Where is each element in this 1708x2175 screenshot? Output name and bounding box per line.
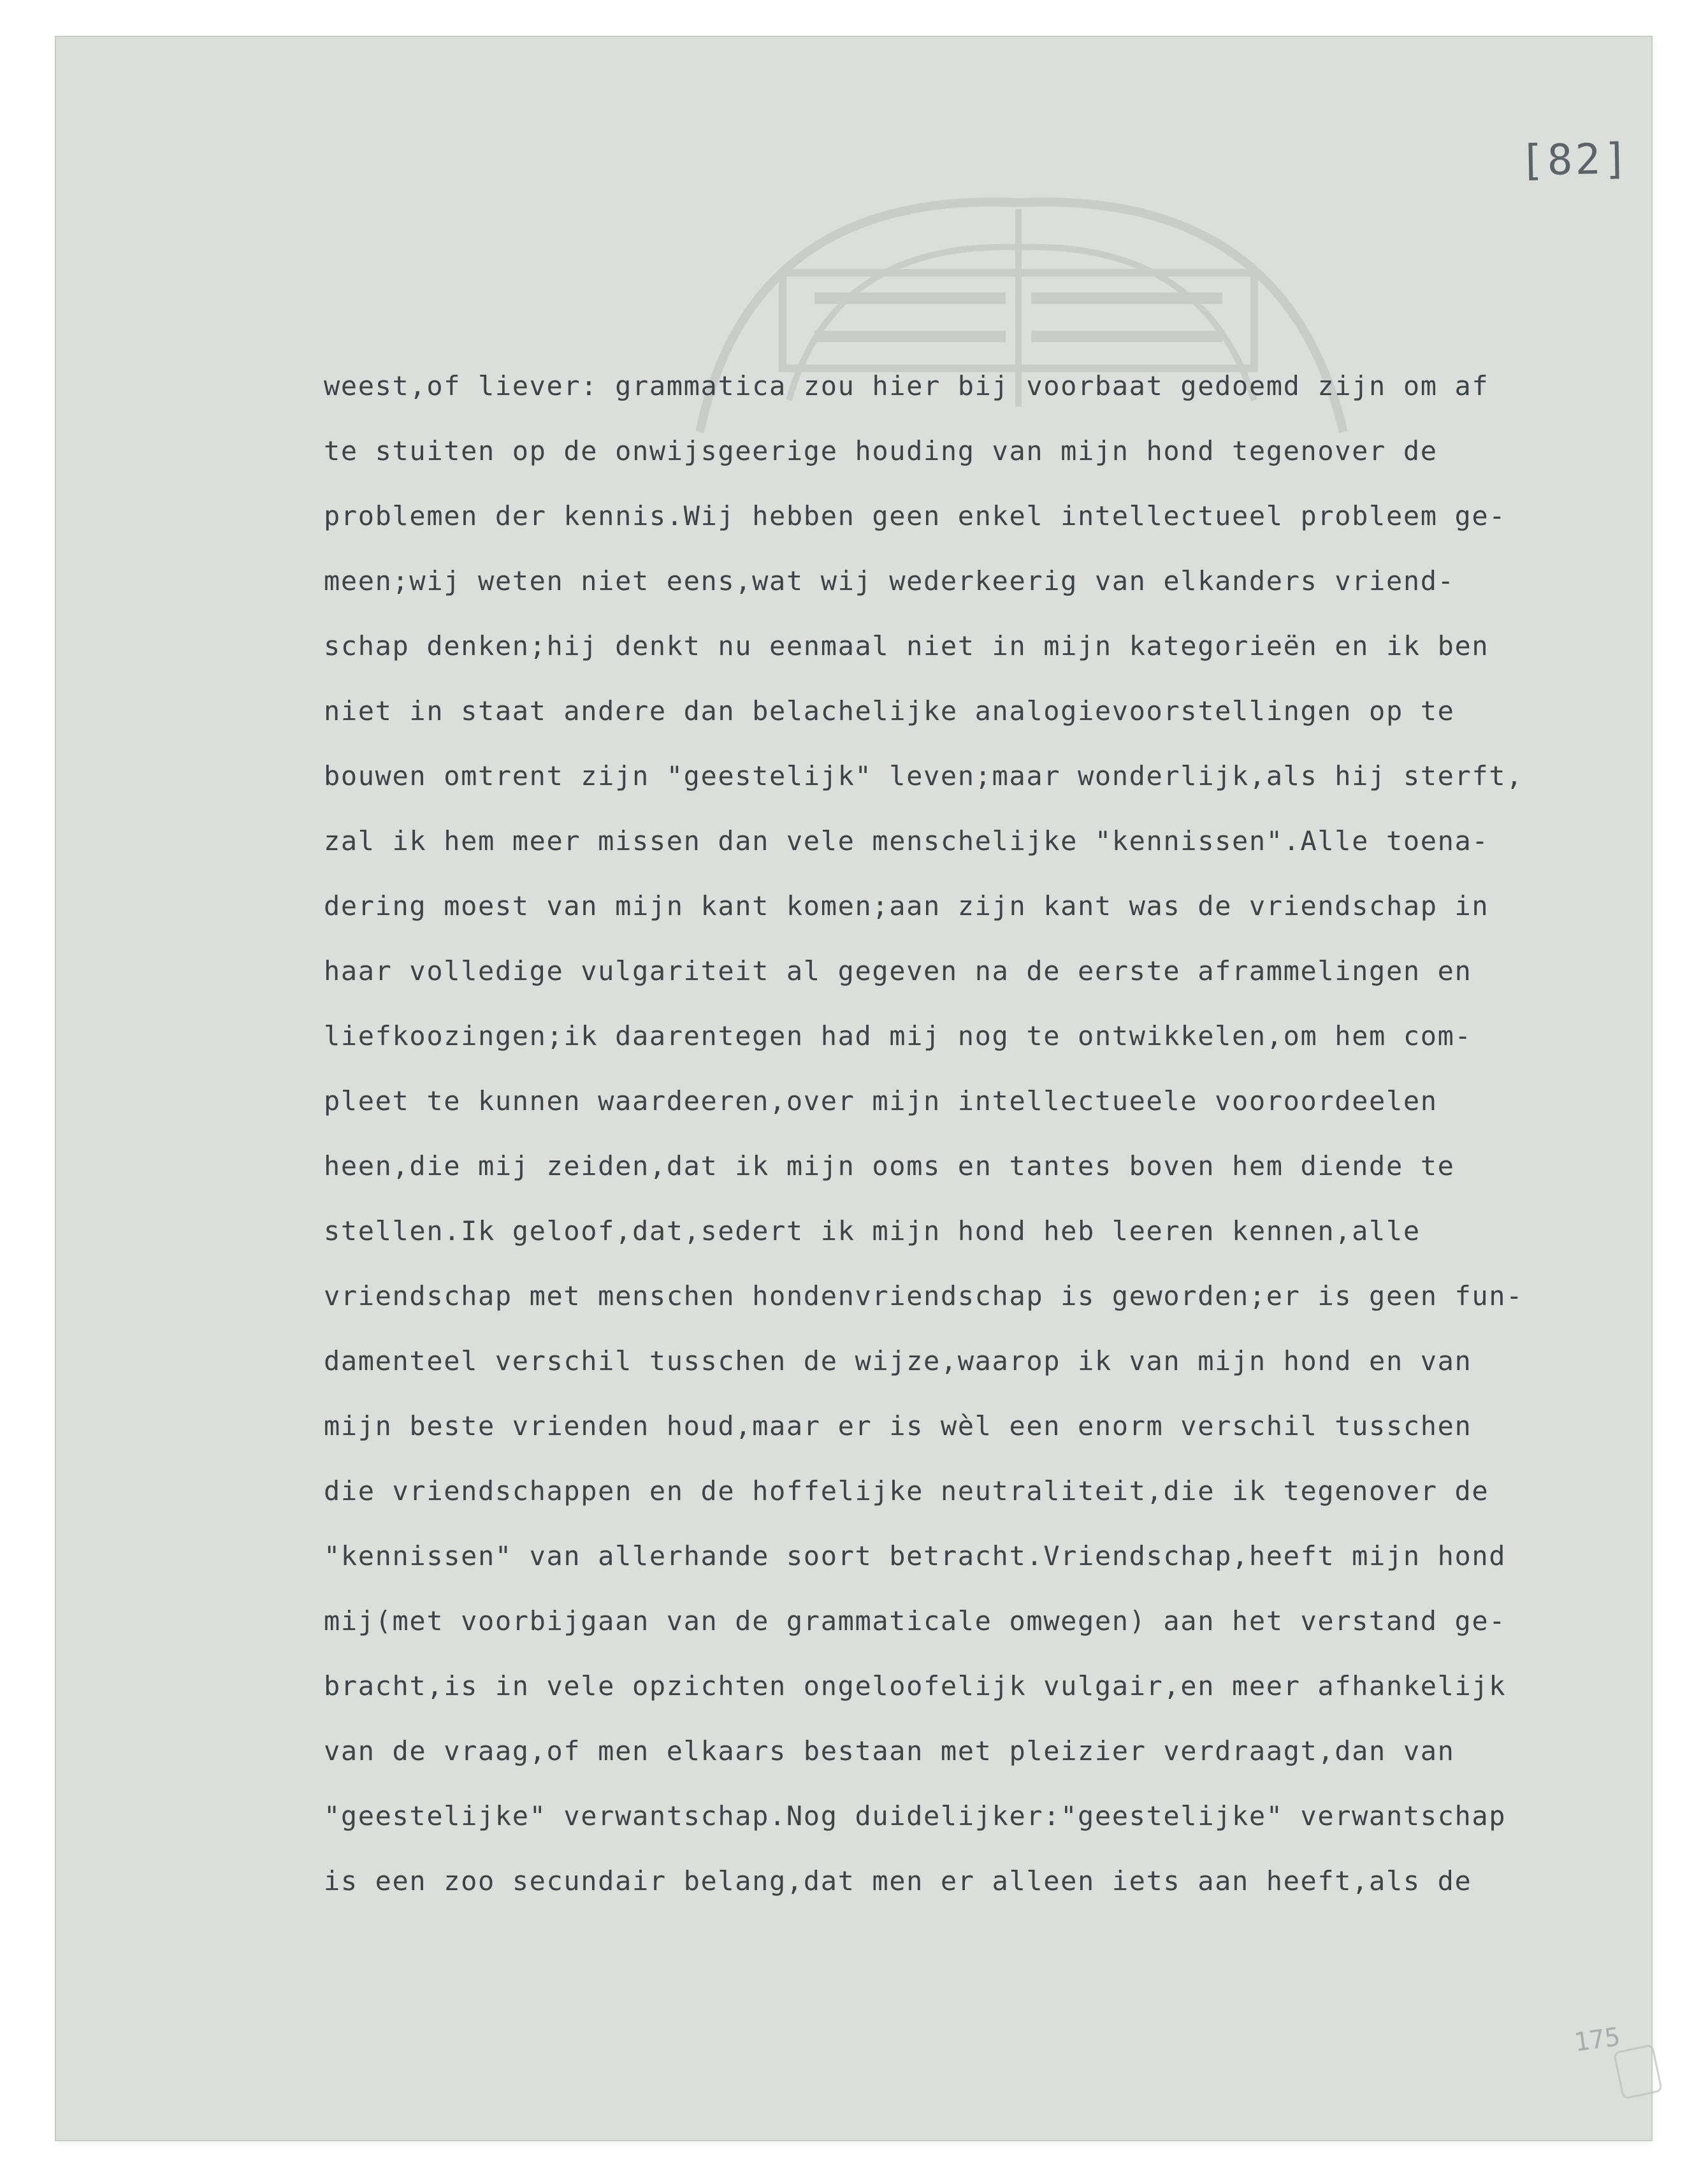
text-line: weest,of liever: grammatica zou hier bij voorbaat gedoemd zijn om af: [324, 370, 1489, 401]
text-line: damenteel verschil tusschen de wijze,waarop ik van mijn hond en van: [324, 1345, 1472, 1377]
text-line: van de vraag,of men elkaars bestaan met pleizier verdraagt,dan van: [324, 1735, 1455, 1767]
typed-text-block: [324, 354, 1668, 1914]
text-line: vriendschap met menschen hondenvriendschap is geworden;er is geen fun-: [324, 1280, 1524, 1312]
text-line: is een zoo secundair belang,dat men er alleen iets aan heeft,als de: [324, 1865, 1472, 1897]
text-line: die vriendschappen en de hoffelijke neutraliteit,die ik tegenover de: [324, 1475, 1489, 1507]
text-line: zal ik hem meer missen dan vele menschelijke "kennissen".Alle toena-: [324, 825, 1489, 856]
text-line: "kennissen" van allerhande soort betracht.Vriendschap,heeft mijn hond: [324, 1540, 1507, 1572]
page-number-annotation: [82]: [1519, 134, 1632, 185]
text-line: niet in staat andere dan belachelijke analogievoorstellingen op te: [324, 695, 1455, 726]
text-line: mij(met voorbijgaan van de grammaticale omwegen) aan het verstand ge-: [324, 1605, 1507, 1637]
text-line: problemen der kennis.Wij hebben geen enkel intellectueel probleem ge-: [324, 500, 1507, 531]
archive-mark: [1613, 2044, 1663, 2100]
text-line: meen;wij weten niet eens,wat wij wederkeerig van elkanders vriend-: [324, 565, 1455, 596]
text-line: mijn beste vrienden houd,maar er is wèl een enorm verschil tusschen: [324, 1410, 1472, 1442]
text-line: bracht,is in vele opzichten ongeloofelijk vulgair,en meer afhankelijk: [324, 1670, 1507, 1702]
text-line: bouwen omtrent zijn "geestelijk" leven;maar wonderlijk,als hij sterft,: [324, 760, 1524, 791]
text-line: schap denken;hij denkt nu eenmaal niet in mijn kategorieën en ik ben: [324, 630, 1489, 661]
text-line: dering moest van mijn kant komen;aan zijn kant was de vriendschap in: [324, 890, 1489, 921]
text-line: stellen.Ik geloof,dat,sedert ik mijn hond heb leeren kennen,alle: [324, 1215, 1421, 1246]
text-line: liefkoozingen;ik daarentegen had mij nog te ontwikkelen,om hem com-: [324, 1020, 1472, 1051]
folio-number: 175: [1572, 2022, 1623, 2058]
text-line: heen,die mij zeiden,dat ik mijn ooms en tantes boven hem diende te: [324, 1150, 1455, 1181]
text-line: haar volledige vulgariteit al gegeven na de eerste aframmelingen en: [324, 955, 1472, 986]
text-line: te stuiten op de onwijsgeerige houding van mijn hond tegenover de: [324, 435, 1438, 466]
text-line: "geestelijke" verwantschap.Nog duidelijker:"geestelijke" verwantschap: [324, 1800, 1507, 1832]
text-line: pleet te kunnen waardeeren,over mijn intellectueele vooroordeelen: [324, 1085, 1438, 1116]
